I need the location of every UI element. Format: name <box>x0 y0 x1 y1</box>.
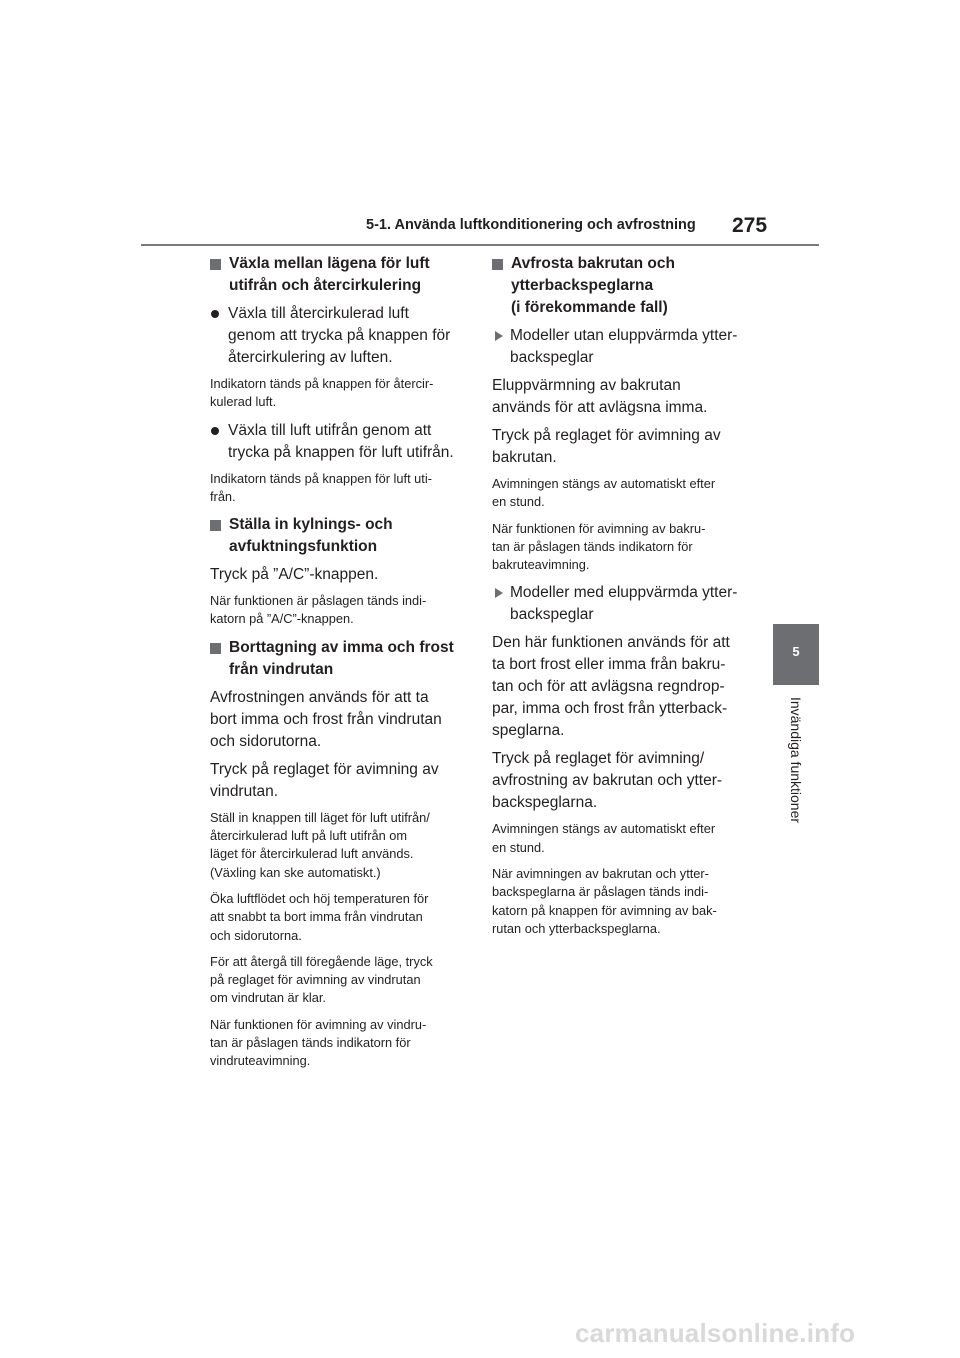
paragraph: Den här funktionen används för att ta bort frost eller imma från bakru- tan och för att avlägsna regndrop- par, imma och frost från ytterback- speglarna. <box>492 634 730 740</box>
note: Ställ in knappen till läget för luft utifrån/ återcirkulerad luft på luft utifrån om läget för återcirkulerad luft används. (Växling kan ske automatiskt.) <box>210 809 430 880</box>
watermark: carmanualsonline.info <box>575 1318 856 1348</box>
bullet-text: Växla till luft utifrån genom att trycka på knappen för luft utifrån. <box>228 421 454 461</box>
heading-text: Växla mellan lägena för luft utifrån och återcirkulering <box>229 255 430 294</box>
paragraph: Avfrostningen används för att ta bort imma och frost från vindrutan och sidorutorna. <box>210 688 442 750</box>
paragraph: Tryck på ”A/C”-knappen. <box>210 566 379 584</box>
right-column <box>492 253 748 946</box>
variant-text: Modeller med eluppvärmda ytter- backspeglar <box>510 584 738 624</box>
bullet-item <box>210 303 466 369</box>
variant-text: Modeller utan eluppvärmda ytter- backspeglar <box>510 327 738 366</box>
left-column <box>210 253 466 1079</box>
square-bullet-icon <box>210 643 221 654</box>
chapter-tab <box>773 624 819 685</box>
note: När funktionen för avimning av bakru- tan är påslagen tänds indikatorn för bakruteavimning. <box>492 520 706 573</box>
note: Avimningen stängs av automatiskt efter en stund. <box>492 821 716 855</box>
note: Avimningen stängs av automatiskt efter en stund. <box>492 476 716 510</box>
square-bullet-icon <box>210 259 221 270</box>
square-bullet-icon <box>492 259 503 270</box>
paragraph: Tryck på reglaget för avimning av bakrutan. <box>492 427 721 466</box>
heading-text: Avfrosta bakrutan och ytterbackspeglarna (i förekommande fall) <box>511 255 675 316</box>
chapter-title: Invändiga funktioner <box>788 696 804 824</box>
paragraph: Eluppvärmning av bakrutan används för att avlägsna imma. <box>492 377 708 416</box>
bullet-text: Växla till återcirkulerad luft genom att trycka på knappen för återcirkulering av luften. <box>228 305 451 366</box>
model-variant-item <box>492 582 748 626</box>
header-divider <box>141 244 819 246</box>
section-heading <box>210 253 466 297</box>
round-bullet-icon <box>211 427 219 435</box>
note: När funktionen för avimning av vindru- tan är påslagen tänds indikatorn för vindruteavimning. <box>210 1016 427 1069</box>
section-heading <box>210 514 466 558</box>
square-bullet-icon <box>210 520 221 531</box>
note: När funktionen är påslagen tänds indi- katorn på ”A/C”-knappen. <box>210 593 427 627</box>
section-heading <box>210 637 466 681</box>
section-title: 5-1. Använda luftkonditionering och avfrostning <box>366 217 696 233</box>
bullet-item <box>210 420 466 464</box>
note: Indikatorn tänds på knappen för återcir- kulerad luft. <box>210 376 434 410</box>
note: Öka luftflödet och höj temperaturen för att snabbt ta bort imma från vindrutan och sidorutorna. <box>210 890 429 943</box>
paragraph: Tryck på reglaget för avimning av vindrutan. <box>210 760 439 800</box>
triangle-bullet-icon <box>495 331 503 341</box>
page-number: 275 <box>732 214 768 237</box>
heading-text: Ställa in kylnings- och avfuktningsfunktion <box>229 516 393 556</box>
note: När avimningen av bakrutan och ytter- backspeglarna är påslagen tänds indi- katorn på knappen för avimning av bak- rutan och ytterbackspeglarna. <box>492 866 717 936</box>
round-bullet-icon <box>211 310 219 318</box>
triangle-bullet-icon <box>495 588 503 598</box>
heading-text: Borttagning av imma och frost från vindrutan <box>229 638 454 678</box>
chapter-number: 5 <box>792 644 800 659</box>
note: Indikatorn tänds på knappen för luft uti- från. <box>210 470 432 504</box>
model-variant-item <box>492 325 748 369</box>
paragraph: Tryck på reglaget för avimning/ avfrostning av bakrutan och ytter- backspeglarna. <box>492 750 723 812</box>
note: För att återgå till föregående läge, tryck på reglaget för avimning av vindrutan om vindrutan är klar. <box>210 953 433 1006</box>
section-heading <box>492 253 748 319</box>
